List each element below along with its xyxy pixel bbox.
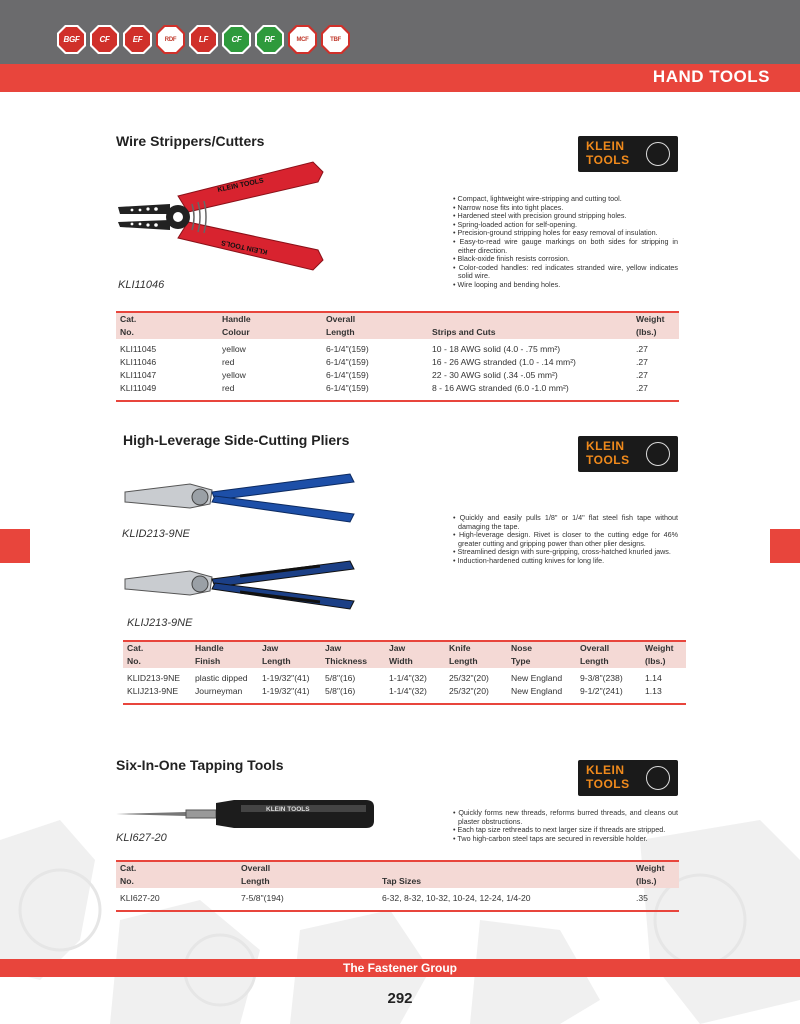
table-row: KLI11049 red 6-1/4"(159) 8 - 16 AWG stranded (6.0 -1.0 mm²) .27 (120, 383, 648, 393)
table-row: KLI11046 red 6-1/4"(159) 16 - 26 AWG stranded (1.0 - .14 mm²) .27 (120, 357, 648, 367)
feature-item: • Compact, lightweight wire-stripping and cutting tool. (452, 195, 678, 204)
brand-badge-rdf[interactable]: RDF (155, 24, 186, 55)
table-row: KLID213-9NE plastic dipped 1-19/32"(41) 5/8"(16) 1-1/4"(32) 25/32"(20) New England 9-3/8"(238) 1.14 (127, 673, 662, 683)
col-header-jaw-thickness: Jaw Thickness (325, 643, 368, 666)
feature-item: • Induction-hardened cutting knives for long life. (452, 557, 678, 566)
feature-item: • Each tap size rethreads to next larger size if threads are stripped. (452, 826, 678, 835)
stripper-handle-imprint-bottom: KLEIN TOOLS (220, 238, 269, 256)
col-header-weight: Weight (lbs.) (636, 863, 665, 886)
tapping-tool-spec-table (116, 860, 679, 912)
brand-badge-mcf[interactable]: MCF (287, 24, 318, 55)
col-header-handle: Handle Finish (195, 643, 224, 666)
brand-badge-bgf[interactable]: BGF (56, 24, 87, 55)
col-header-knife-length: Knife Length (449, 643, 478, 666)
klein-tools-logo: KLEIN TOOLS (578, 760, 678, 796)
category-title: HAND TOOLS (652, 67, 770, 86)
wire-strippers-title: Wire Strippers/Cutters (116, 133, 265, 149)
brand-badges (56, 24, 351, 55)
table-header-row (116, 312, 679, 339)
brand-badge-cf-green[interactable]: CF (221, 24, 252, 55)
wire-stripper-model: KLI11046 (118, 279, 165, 291)
page-number: 292 (387, 990, 413, 1007)
footer-bar (0, 959, 800, 977)
header-bar (0, 0, 800, 64)
tapping-tool-features (452, 809, 678, 843)
tapping-tool-model: KLI627-20 (116, 832, 167, 844)
tapping-tools-title: Six-In-One Tapping Tools (116, 757, 284, 773)
pliers-title: High-Leverage Side-Cutting Pliers (123, 432, 350, 448)
klein-tools-logo: KLEIN TOOLS (578, 136, 678, 172)
pliers-model-1: KLID213-9NE (122, 528, 190, 540)
col-header-weight: Weight (lbs.) (645, 643, 674, 666)
table-row: KLI627-20 7-5/8"(194) 6-32, 8-32, 10-32, 10-24, 12-24, 1/4-20 .35 (120, 893, 648, 903)
klein-seal-icon (646, 766, 670, 790)
brand-badge-ef[interactable]: EF (122, 24, 153, 55)
feature-item: • Two high-carbon steel taps are secured in reversible holder. (452, 835, 678, 844)
col-header-nose-type: Nose Type (511, 643, 533, 666)
col-header-overall-length: Overall Length (580, 643, 610, 666)
col-header-jaw-width: Jaw Width (389, 643, 413, 666)
table-row: KLI11045 yellow 6-1/4"(159) 10 - 18 AWG solid (4.0 - .75 mm²) .27 (120, 344, 648, 354)
tap-handle-imprint: KLEIN TOOLS (266, 806, 310, 813)
wire-stripper-features (452, 195, 678, 290)
left-page-tab[interactable] (0, 529, 30, 563)
feature-item: • Spring-loaded action for self-opening. (452, 221, 678, 230)
wire-stripper-spec-table (116, 311, 679, 402)
category-title-bar (0, 64, 800, 92)
col-header-length: Overall Length (326, 314, 356, 337)
col-header-cat: Cat. No. (120, 863, 137, 886)
feature-item: • Quickly and easily pulls 1/8" or 1/4" flat steel fish tape without damaging the tape. (452, 514, 678, 531)
right-page-tab[interactable] (770, 529, 800, 563)
feature-item: • Easy-to-read wire gauge markings on both sides for stripping in either direction. (452, 238, 678, 255)
table-row: KLI11047 yellow 6-1/4"(159) 22 - 30 AWG solid (.34 -.05 mm²) .27 (120, 370, 648, 380)
brand-badge-cf[interactable]: CF (89, 24, 120, 55)
klein-seal-icon (646, 442, 670, 466)
feature-item: • Streamlined design with sure-gripping, cross-hatched knurled jaws. (452, 548, 678, 557)
pliers-features (452, 514, 678, 566)
col-header-weight: Weight (lbs.) (636, 314, 665, 337)
wire-stripper-image (118, 152, 328, 282)
table-header-row (116, 861, 679, 888)
table-header-row (123, 641, 686, 668)
pliers-spec-table (123, 640, 686, 705)
feature-item: • Hardened steel with precision ground stripping holes. (452, 212, 678, 221)
pliers-plastic-dipped-image (120, 470, 355, 530)
col-header-jaw-length: Jaw Length (262, 643, 291, 666)
feature-item: • Color-coded handles: red indicates stranded wire, yellow indicates solid wire. (452, 264, 678, 281)
brand-badge-rf[interactable]: RF (254, 24, 285, 55)
col-header-strips: Strips and Cuts (432, 327, 496, 337)
feature-item: • High-leverage design. Rivet is closer to the cutting edge for 46% greater cutting and gripping power than other plier designs. (452, 531, 678, 548)
feature-item: • Narrow nose fits into tight places. (452, 204, 678, 213)
tapping-tool-image (116, 797, 376, 831)
klein-seal-icon (646, 142, 670, 166)
klein-tools-logo: KLEIN TOOLS (578, 436, 678, 472)
col-header-cat: Cat. No. (120, 314, 137, 337)
brand-badge-lf[interactable]: LF (188, 24, 219, 55)
brand-badge-tbf[interactable]: TBF (320, 24, 351, 55)
table-row: KLIJ213-9NE Journeyman 1-19/32"(41) 5/8"(16) 1-1/4"(32) 25/32"(20) New England 9-1/2"(241) 1.13 (127, 686, 662, 696)
feature-item: • Black-oxide finish resists corrosion. (452, 255, 678, 264)
company-name: The Fastener Group (342, 961, 458, 975)
col-header-length: Overall Length (241, 863, 271, 886)
feature-item: • Precision-ground stripping holes for easy removal of insulation. (452, 229, 678, 238)
feature-item: • Quickly forms new threads, reforms burred threads, and cleans out plaster obstructions. (452, 809, 678, 826)
pliers-journeyman-image (120, 555, 355, 615)
col-header-tap-sizes: Tap Sizes (382, 876, 422, 886)
pliers-model-2: KLIJ213-9NE (127, 617, 193, 629)
feature-item: • Wire looping and bending holes. (452, 281, 678, 290)
col-header-handle: Handle Colour (222, 314, 251, 337)
stripper-handle-imprint-top: KLEIN TOOLS (216, 177, 265, 194)
col-header-cat: Cat. No. (127, 643, 144, 666)
